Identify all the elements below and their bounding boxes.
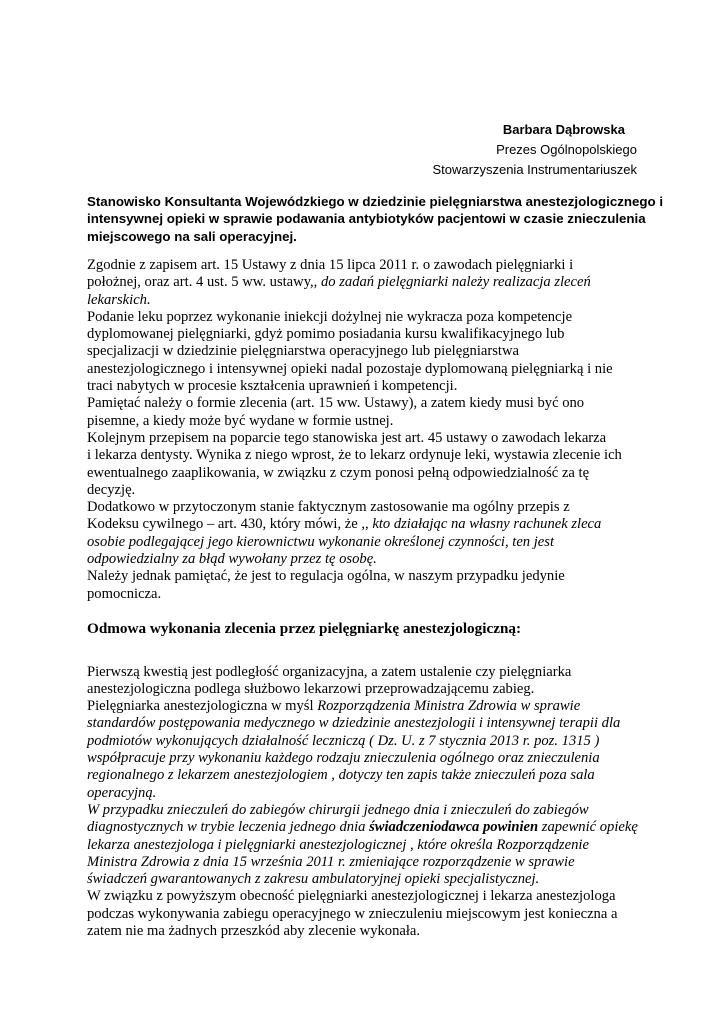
body-line: Należy jednak pamiętać, że jest to regulacja ogólna, w naszym przypadku jedynie (87, 568, 565, 585)
italic-span: zapewnić opiekę (538, 819, 638, 836)
body-line: operacyjną. (87, 784, 157, 801)
document-heading (87, 192, 664, 244)
body-line: podmiotów wykonujących działalność leczniczą ( Dz. U. z 7 stycznia 2013 r. poz. 1315 ) (87, 732, 600, 749)
body-line: pisemne, a kiedy może być wydane w formie ustnej. (87, 412, 394, 429)
text-span: położnej, oraz art. 4 ust. 5 ww. ustawy,, (87, 274, 318, 291)
body-line: osobie podlegającej jego kierownictwu wykonanie określonej czynności, ten jest (87, 533, 555, 550)
author-title-line-2: Stowarzyszenia Instrumentariuszek (432, 162, 637, 177)
body-line (87, 819, 652, 836)
body-line (87, 274, 652, 291)
body-line: anestezjologiczna podlega służbowo lekarzowi przeprowadzającemu zabieg. (87, 680, 535, 697)
body-line: zatem nie ma żadnych przeszkód aby zlecenie wykonała. (87, 922, 421, 939)
body-line: Dodatkowo w przytoczonym stanie faktycznym zastosowanie ma ogólny przepis z (87, 499, 570, 516)
body-line: traci nabytych w procesie kształcenia uprawnień i kompetencji. (87, 378, 458, 395)
body-line: dyplomowanej pielęgniarki, gdyż pomimo posiadania kursu kwalifikacyjnego lub (87, 326, 565, 343)
body-line: ewentualnego zaaplikowania, w związku z czym ponosi pełną odpowiedzialność za tę (87, 464, 590, 481)
heading-line: Stanowisko Konsultanta Wojewódzkiego w dziedzinie pielęgniarstwa anestezjologicznego i (87, 194, 664, 209)
italic-span: kto działając na własny rachunek zleca (368, 516, 602, 533)
section-subheading: Odmowa wykonania zlecenia przez pielęgniarkę anestezjologiczną: (87, 620, 522, 638)
body-line: pomocnicza. (87, 585, 162, 602)
document-body (87, 257, 652, 940)
body-line: świadczeń gwarantowanych z zakresu ambulatoryjnej opieki specjalistycznej. (87, 871, 540, 888)
body-line: Zgodnie z zapisem art. 15 Ustawy z dnia 15 lipca 2011 r. o zawodach pielęgniarki i (87, 257, 574, 273)
italic-span: diagnostycznych w trybie leczenia jednego dnia (87, 819, 370, 836)
bold-italic-span: świadczeniodawca powinien (369, 819, 539, 836)
body-line: lekarza anestezjologa i pielęgniarki anestezjologicznej , które określa Rozporządzenie (87, 836, 589, 853)
spacer (87, 638, 652, 664)
heading-line: miejscowego na sali operacyjnej. (87, 228, 297, 244)
heading-line: intensywnej opieki w sprawie podawania antybiotyków pacjentowi w czasie znieczulenia (87, 211, 646, 227)
body-line: Kolejnym przepisem na poparcie tego stanowiska jest art. 45 ustawy o zawodach lekarza (87, 429, 607, 446)
body-line: Pamiętać należy o formie zlecenia (art. 15 ww. Ustawy), a zatem kiedy musi być ono (87, 395, 585, 412)
text-span: Pielęgniarka anestezjologiczna w myśl (87, 698, 318, 715)
body-line: anestezjologicznego i intensywnej opieki nadal pozostaje dyplomowaną pielęgniarką i nie (87, 360, 613, 377)
body-line: współpracuje przy wykonaniu każdego rodzaju znieczulenia ogólnego oraz znieczulenia (87, 750, 600, 767)
body-line: specjalizacji w dziedzinie pielęgniarstwa operacyjnego lub pielęgniarstwa (87, 343, 519, 360)
body-line (87, 698, 652, 715)
body-line: standardów postępowania medycznego w dziedzinie anestezjologii i intensywnej terapii dla (87, 715, 621, 732)
italic-span: do zadań pielęgniarki należy realizacja zleceń (317, 274, 591, 291)
text-span: Kodeksu cywilnego – art. 430, który mówi, że ,, (87, 516, 369, 533)
body-line: regionalnego z lekarzem anestezjologiem , dotyczy ten zapis także znieczuleń poza sala (87, 767, 595, 784)
spacer (87, 603, 652, 620)
body-line: odpowiedzialny za błąd wywołany przez tę osobę. (87, 551, 377, 568)
body-line: podczas wykonywania zabiegu operacyjnego w znieczuleniu miejscowym jest konieczna a (87, 905, 618, 922)
body-line: lekarskich. (87, 291, 151, 308)
italic-span: Rozporządzenia Ministra Zdrowia w sprawie (317, 698, 581, 715)
signature-block (433, 120, 637, 180)
body-line (87, 516, 652, 533)
author-name: Barbara Dąbrowska (502, 122, 625, 137)
author-title-line-1: Prezes Ogólnopolskiego (496, 142, 637, 157)
body-line: Podanie leku poprzez wykonanie iniekcji dożylnej nie wykracza poza kompetencje (87, 308, 573, 325)
body-line: Pierwszą kwestią jest podległość organizacyjna, a zatem ustalenie czy pielęgniarka (87, 663, 572, 680)
body-line: decyzję. (87, 481, 136, 498)
body-line: Ministra Zdrowia z dnia 15 września 2011 r. zmieniające rozporządzenie w sprawie (87, 853, 575, 870)
body-line: W związku z powyższym obecność pielęgniarki anestezjologicznej i lekarza anestezjologa (87, 888, 616, 905)
body-line: i lekarza dentysty. Wynika z niego wprost, że to lekarz ordynuje leki, wystawia zlecenie ich (87, 447, 622, 464)
body-line: W przypadku znieczuleń do zabiegów chirurgii jednego dnia i znieczuleń do zabiegów (87, 801, 589, 818)
